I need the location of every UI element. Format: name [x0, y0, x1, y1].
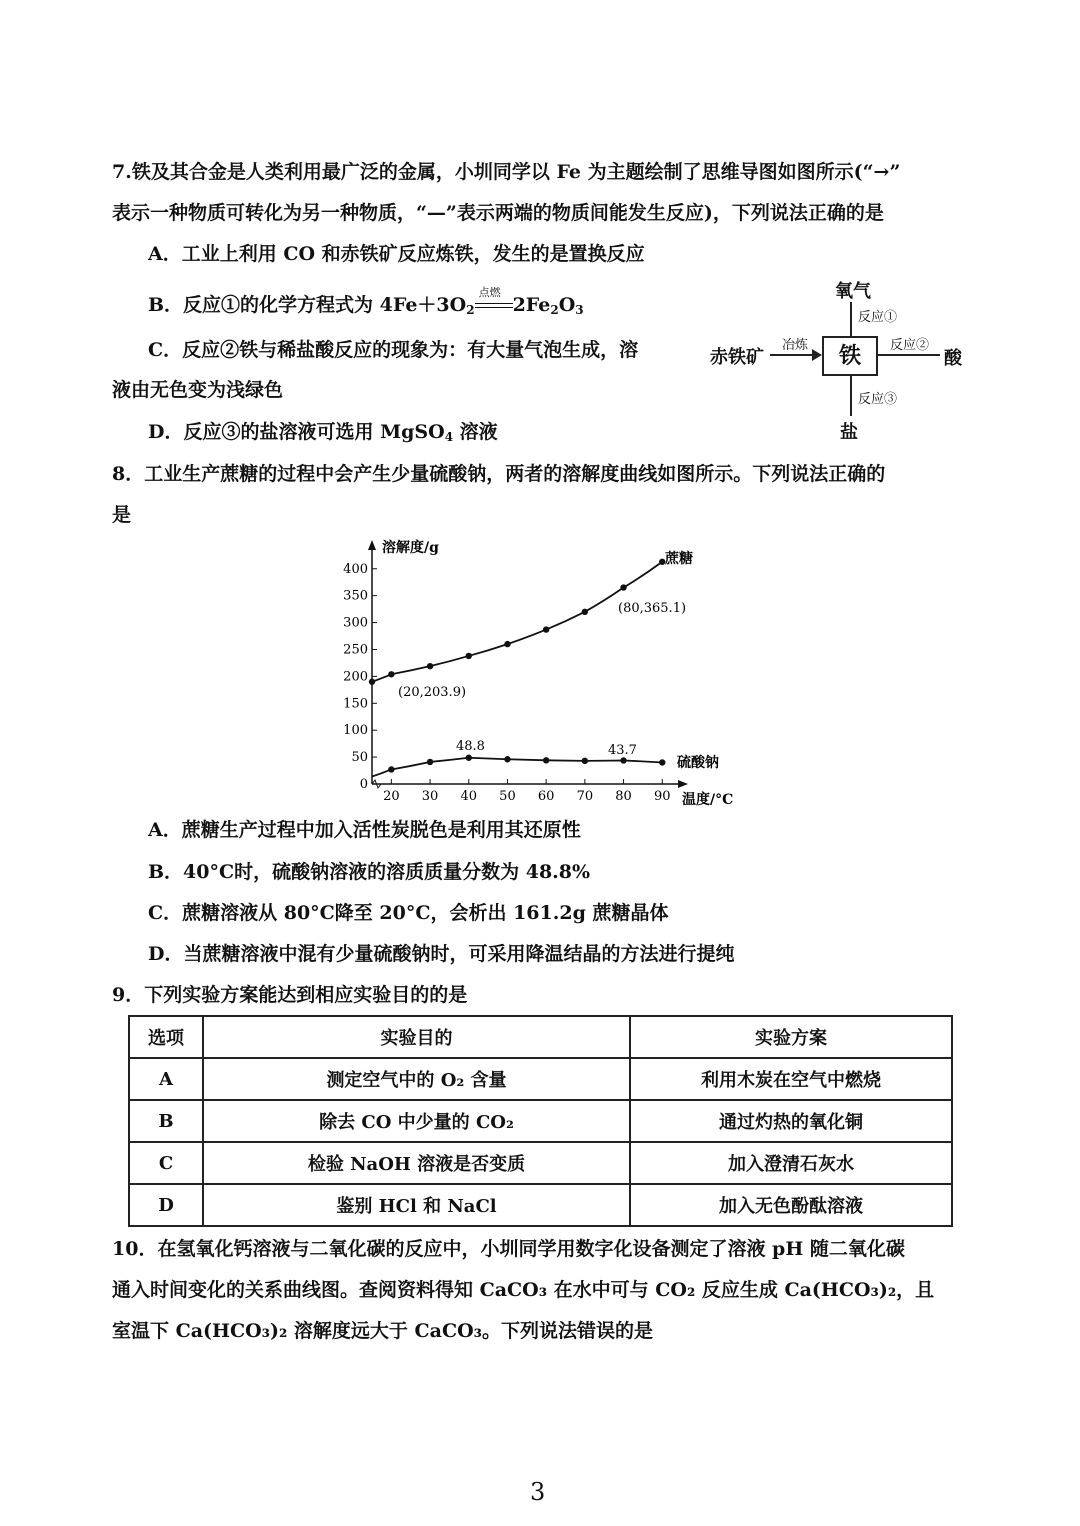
x-tick-label: 40 — [460, 789, 478, 804]
diagram-acid: 酸 — [944, 348, 962, 369]
q7-option-d: D．反应③的盐溶液可选用 MgSO$_4$ 溶液 — [148, 421, 498, 444]
data-point — [466, 653, 472, 659]
q10-line1: 10．在氢氧化钙溶液与二氧化碳的反应中，小圳同学用数字化设备测定了溶液 pH 随二氧化碳 — [112, 1238, 905, 1260]
annotation-20: (20,203.9) — [398, 685, 467, 700]
data-point — [388, 671, 394, 677]
q7-option-c-line1: C．反应②铁与稀盐酸反应的现象为：有大量气泡生成，溶 — [148, 339, 639, 361]
solubility-chart — [330, 530, 750, 810]
q7-stem-line2: 表示一种物质可转化为另一种物质，“—”表示两端的物质间能发生反应)，下列说法正确的是 — [112, 202, 884, 224]
x-tick-label: 20 — [383, 789, 400, 804]
q9-stem: 9．下列实验方案能达到相应实验目的的是 — [112, 984, 468, 1006]
q7-option-c-line2: 液由无色变为浅绿色 — [112, 379, 284, 401]
diagram-salt: 盐 — [840, 422, 858, 443]
y-tick-label: 200 — [343, 669, 368, 685]
reaction-condition: 点燃 — [478, 286, 501, 299]
header-plan: 实验方案 — [630, 1016, 952, 1058]
data-point — [466, 755, 472, 761]
diagram-label-reaction3: 反应③ — [858, 392, 898, 407]
row-option: A — [129, 1058, 203, 1100]
series-line-0 — [372, 562, 662, 682]
diagram-label-smelt: 冶炼 — [782, 338, 809, 353]
diagram-arrow-left — [770, 354, 814, 356]
table-row — [129, 1184, 952, 1226]
q8-option-b: B．40°C时，硫酸钠溶液的溶质质量分数为 48.8% — [148, 861, 591, 883]
y-tick-label: 100 — [343, 723, 368, 739]
diagram-iron: 铁 — [838, 343, 861, 369]
data-point — [427, 759, 433, 765]
diagram-label-reaction1: 反应① — [858, 310, 898, 325]
q8-option-c: C．蔗糖溶液从 80°C降至 20°C，会析出 161.2g 蔗糖晶体 — [148, 902, 669, 924]
table-row — [129, 1142, 952, 1184]
arrow-head-icon — [812, 349, 822, 361]
table-header-row — [129, 1016, 952, 1058]
x-tick-label: 60 — [537, 789, 555, 804]
row-option: B — [129, 1100, 203, 1142]
y-axis-label: 溶解度/g — [382, 540, 439, 556]
header-goal: 实验目的 — [203, 1016, 630, 1058]
x-tick-label: 70 — [576, 789, 594, 804]
q7-option-b: B．反应①的化学方程式为 $4Fe+3O_2$ 点燃 $2Fe_2O_3$ — [148, 293, 584, 322]
x-axis-arrow-icon — [678, 780, 688, 788]
y-tick-label: 300 — [343, 615, 368, 631]
q8-option-a: A．蔗糖生产过程中加入活性炭脱色是利用其还原性 — [148, 819, 581, 841]
data-point — [504, 641, 510, 647]
series-label-sodium-sulfate: 硫酸钠 — [677, 755, 719, 771]
data-point — [582, 758, 588, 764]
q10-line3: 室温下 Ca(HCO₃)₂ 溶解度远大于 CaCO₃。下列说法错误的是 — [112, 1320, 653, 1342]
row-plan: 利用木炭在空气中燃烧 — [630, 1058, 952, 1100]
y-axis-arrow-icon — [368, 540, 376, 550]
header-option: 选项 — [129, 1016, 203, 1058]
data-point — [504, 756, 510, 762]
y-tick-label: 150 — [343, 696, 368, 712]
x-tick-label: 30 — [421, 789, 439, 804]
q8-stem-line2: 是 — [112, 504, 132, 526]
row-plan: 加入澄清石灰水 — [630, 1142, 952, 1184]
data-point — [543, 757, 549, 763]
q9-table — [128, 1015, 953, 1227]
table-row — [129, 1058, 952, 1100]
annotation-80: (80,365.1) — [618, 601, 687, 616]
series-line-1 — [372, 758, 662, 777]
row-goal: 除去 CO 中少量的 CO₂ — [203, 1100, 630, 1142]
page-number: 3 — [530, 1478, 546, 1506]
q8-stem-line1: 8．工业生产蔗糖的过程中会产生少量硫酸钠，两者的溶解度曲线如图所示。下列说法正确的 — [112, 463, 886, 485]
diagram-line-top — [850, 302, 852, 338]
row-goal: 鉴别 HCl 和 NaCl — [203, 1184, 630, 1226]
x-axis-label: 温度/°C — [682, 792, 734, 808]
data-point — [427, 663, 433, 669]
y-tick-label: 400 — [343, 561, 368, 577]
diagram-label-reaction2: 反应② — [890, 338, 930, 353]
diagram-line-right — [876, 354, 940, 356]
series-label-sucrose: 蔗糖 — [665, 551, 693, 567]
q8-option-d: D．当蔗糖溶液中混有少量硫酸钠时，可采用降温结晶的方法进行提纯 — [148, 943, 735, 965]
data-point — [620, 757, 626, 763]
q10-line2: 通入时间变化的关系曲线图。查阅资料得知 CaCO₃ 在水中可与 CO₂ 反应生成 Ca(HCO₃)₂，且 — [112, 1279, 935, 1301]
x-tick-label: 90 — [653, 789, 671, 804]
y-tick-label: 0 — [359, 777, 368, 792]
y-tick-label: 50 — [351, 750, 368, 766]
row-option: C — [129, 1142, 203, 1184]
x-tick-label: 50 — [499, 789, 516, 804]
data-point — [369, 679, 375, 685]
data-point — [659, 759, 665, 765]
row-option: D — [129, 1184, 203, 1226]
q7-stem-line1: 7.铁及其合金是人类利用最广泛的金属，小圳同学以 Fe 为主题绘制了思维导图如图所示(“→” — [112, 161, 901, 183]
diagram-hematite: 赤铁矿 — [710, 347, 764, 368]
row-goal: 测定空气中的 O₂ 含量 — [203, 1058, 630, 1100]
annotation-48-8: 48.8 — [456, 739, 485, 754]
q7-option-a: A．工业上利用 CO 和赤铁矿反应炼铁，发生的是置换反应 — [148, 243, 645, 265]
row-plan: 通过灼热的氧化铜 — [630, 1100, 952, 1142]
row-goal: 检验 NaOH 溶液是否变质 — [203, 1142, 630, 1184]
data-point — [543, 626, 549, 632]
data-point — [388, 766, 394, 772]
y-tick-label: 350 — [343, 588, 368, 604]
x-tick-label: 80 — [615, 789, 632, 804]
diagram-line-bottom — [850, 374, 852, 416]
diagram-oxygen: 氧气 — [835, 281, 871, 302]
annotation-43-7: 43.7 — [608, 743, 637, 758]
y-tick-label: 250 — [343, 642, 368, 658]
data-point — [620, 584, 626, 590]
table-row — [129, 1100, 952, 1142]
diagram-iron-box — [822, 336, 878, 376]
row-plan: 加入无色酚酞溶液 — [630, 1184, 952, 1226]
data-point — [582, 609, 588, 615]
